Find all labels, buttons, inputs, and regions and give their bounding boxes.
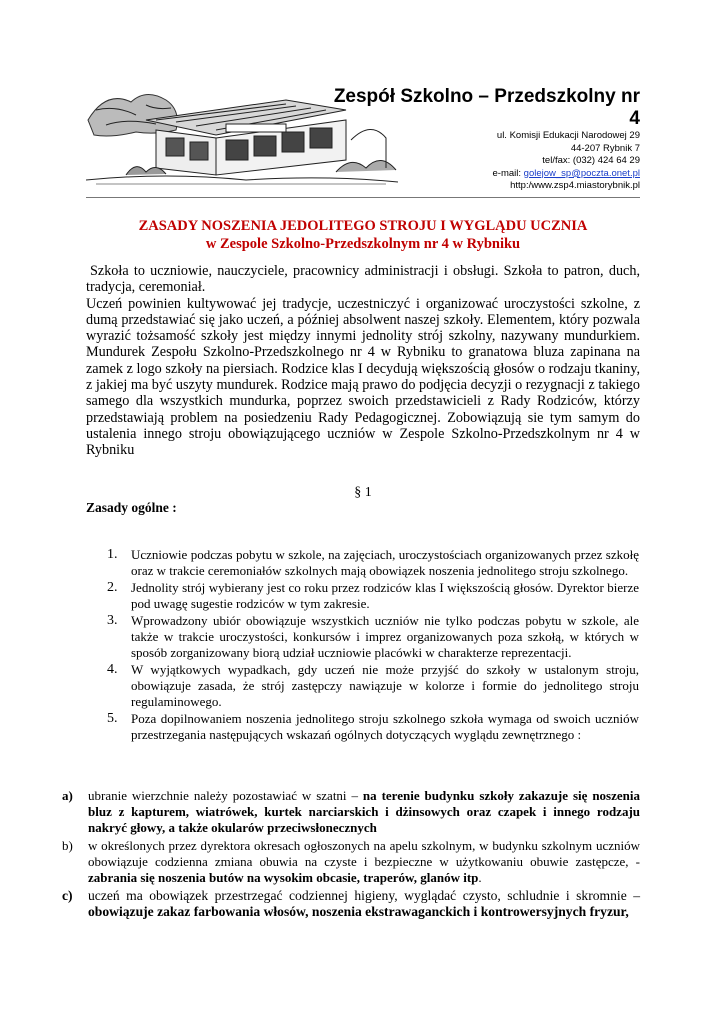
rule-number: 2. [107, 580, 118, 595]
point-bold-text: obowiązuje zakaz farbowania włosów, noszenia ekstrawaganckich i kontrowersyjnych fryzur, [88, 904, 629, 919]
website[interactable]: http:/www.zsp4.miastorybnik.pl [510, 180, 640, 192]
list-item [107, 613, 639, 661]
point-label: b) [62, 838, 73, 853]
email-link[interactable]: golejow_sp@poczta.onet.pl [523, 167, 640, 179]
appearance-points [62, 788, 640, 922]
intro-paragraph-1: Szkoła to uczniowie, nauczyciele, pracownicy administracji i obsługi. Szkoła to patron, duch, tradycja, ceremoniał. [86, 263, 640, 296]
rule-number: 5. [107, 711, 118, 726]
point-bold-text: zabrania się noszenia butów na wysokim obcasie, traperów, glanów itp [88, 870, 479, 885]
rule-number: 1. [107, 547, 118, 562]
point-label: a) [62, 788, 73, 803]
point-b [62, 838, 640, 886]
rule-number: 4. [107, 662, 118, 677]
list-item [107, 662, 639, 710]
list-item [107, 580, 639, 612]
rule-number: 3. [107, 613, 118, 628]
point-c [62, 888, 640, 920]
email-label: e-mail: [492, 167, 524, 179]
address-line-1: ul. Komisji Edukacji Narodowej 29 [496, 130, 640, 141]
contact-block [420, 130, 640, 193]
email-line [420, 168, 640, 181]
intro-text [86, 263, 640, 459]
section-heading: Zasady ogólne : [86, 500, 177, 515]
point-a [62, 788, 640, 836]
list-item [107, 711, 639, 743]
rule-text: Poza dopilnowaniem noszenia jednolitego stroju szkolnego szkoła wymaga od swoich uczniów przestrzegania następujących wskazań ogólnych dotyczących wyglądu zewnętrznego : [131, 711, 639, 742]
point-text: w określonych przez dyrektora okresach ogłoszonych na apelu szkolnym, w budynku szkolnym uczniów obowiązuje codzienna zmiana obuwia na czyste i bezpieczne w użytkowaniu obuwie zastępcze, - [88, 838, 640, 869]
school-name: Zespół Szkolno – Przedszkolny nr 4 [333, 86, 640, 129]
general-rules-list [107, 547, 639, 744]
title-line-2: w Zespole Szkolno-Przedszkolnym nr 4 w Rybniku [205, 236, 521, 252]
rule-text: W wyjątkowych wypadkach, gdy uczeń nie może przyjść do szkoły w ustalonym stroju, obowiązuje zasada, że strój zastępczy nawiązuje w kolorze i formie do jednolitego stroju regulaminowego. [131, 662, 639, 709]
document-title [86, 217, 640, 253]
point-text: ubranie wierzchnie należy pozostawiać w szatni – [88, 788, 363, 803]
title-line-1: ZASADY NOSZENIA JEDOLITEGO STROJU I WYGLĄDU UCZNIA [138, 218, 588, 234]
list-item [107, 547, 639, 579]
rule-text: Jednolity strój wybierany jest co roku przez rodziców klas I większością głosów. Dyrektor bierze pod uwagę sugestie rodziców w tym zakresie. [131, 580, 639, 611]
point-bold-text: na terenie budynku szkoły zakazuje się noszenia bluz z kapturem, wiatrówek, kurtek narciarskich i dżinsowych oraz czapek i innego rodzaju nakryć głowy, a także okularów przeciwsłonecznych [88, 788, 640, 835]
point-text: uczeń ma obowiązek przestrzegać codziennej higieny, wyglądać czysto, schludnie i skromnie – [88, 888, 640, 903]
point-label: c) [62, 888, 73, 903]
intro-paragraph-2: Uczeń powinien kultywować jej tradycje, uczestniczyć i organizować uroczystości szkolne, z dumą przedstawiać się jako uczeń, a później absolwent naszej szkoły. Elementem, który pozwala wyrazić tożsamość szkoły jest między innymi jednolity strój szkolny, nazywany mundurkiem. Mundurek Zespołu Szkolno-Przedszkolnego nr 4 w Rybniku to granatowa bluza zapinana na zamek z logo szkoły na piersiach. Rodzice klas I decydują większością głosów o rodzaju tkaniny, z jakiej ma być uszyty mundurek. Rodzice mają prawo do podjęcia decyzji o rezygnacji z takiego samego dla wszystkich mundurka, poprzez swoich przedstawicieli z Rady Rodziców, którzy przedstawiają problem na posiedzeniu Rady Pedagogicznej. Zobowiązują sie tym samym do ustalenia innego stroju obowiązującego uczniów w Zespole Szkolno-Przedszkolnym nr 4 w Rybniku [86, 295, 640, 459]
rule-text: Uczniowie podczas pobytu w szkole, na zajęciach, uroczystościach organizowanych przez szkołę oraz w trakcie ceremoniałów szkolnych mają obowiązek noszenia jednolitego stroju szkolnego. [131, 547, 639, 578]
point-end: . [478, 870, 482, 885]
phone: tel/fax: (032) 424 64 29 [542, 155, 640, 167]
header-divider [86, 197, 640, 198]
rule-text: Wprowadzony ubiór obowiązuje wszystkich uczniów nie tylko podczas pobytu w szkole, ale także w trakcie uroczystości, konkursów i imprez organizowanych poza szkołą, w których w sposób zorganizowany biorą udział uczniowie placówki w charakterze reprezentacji. [131, 613, 639, 660]
section-mark: § 1 [354, 485, 372, 500]
address-line-2: 44-207 Rybnik 7 [570, 142, 640, 154]
